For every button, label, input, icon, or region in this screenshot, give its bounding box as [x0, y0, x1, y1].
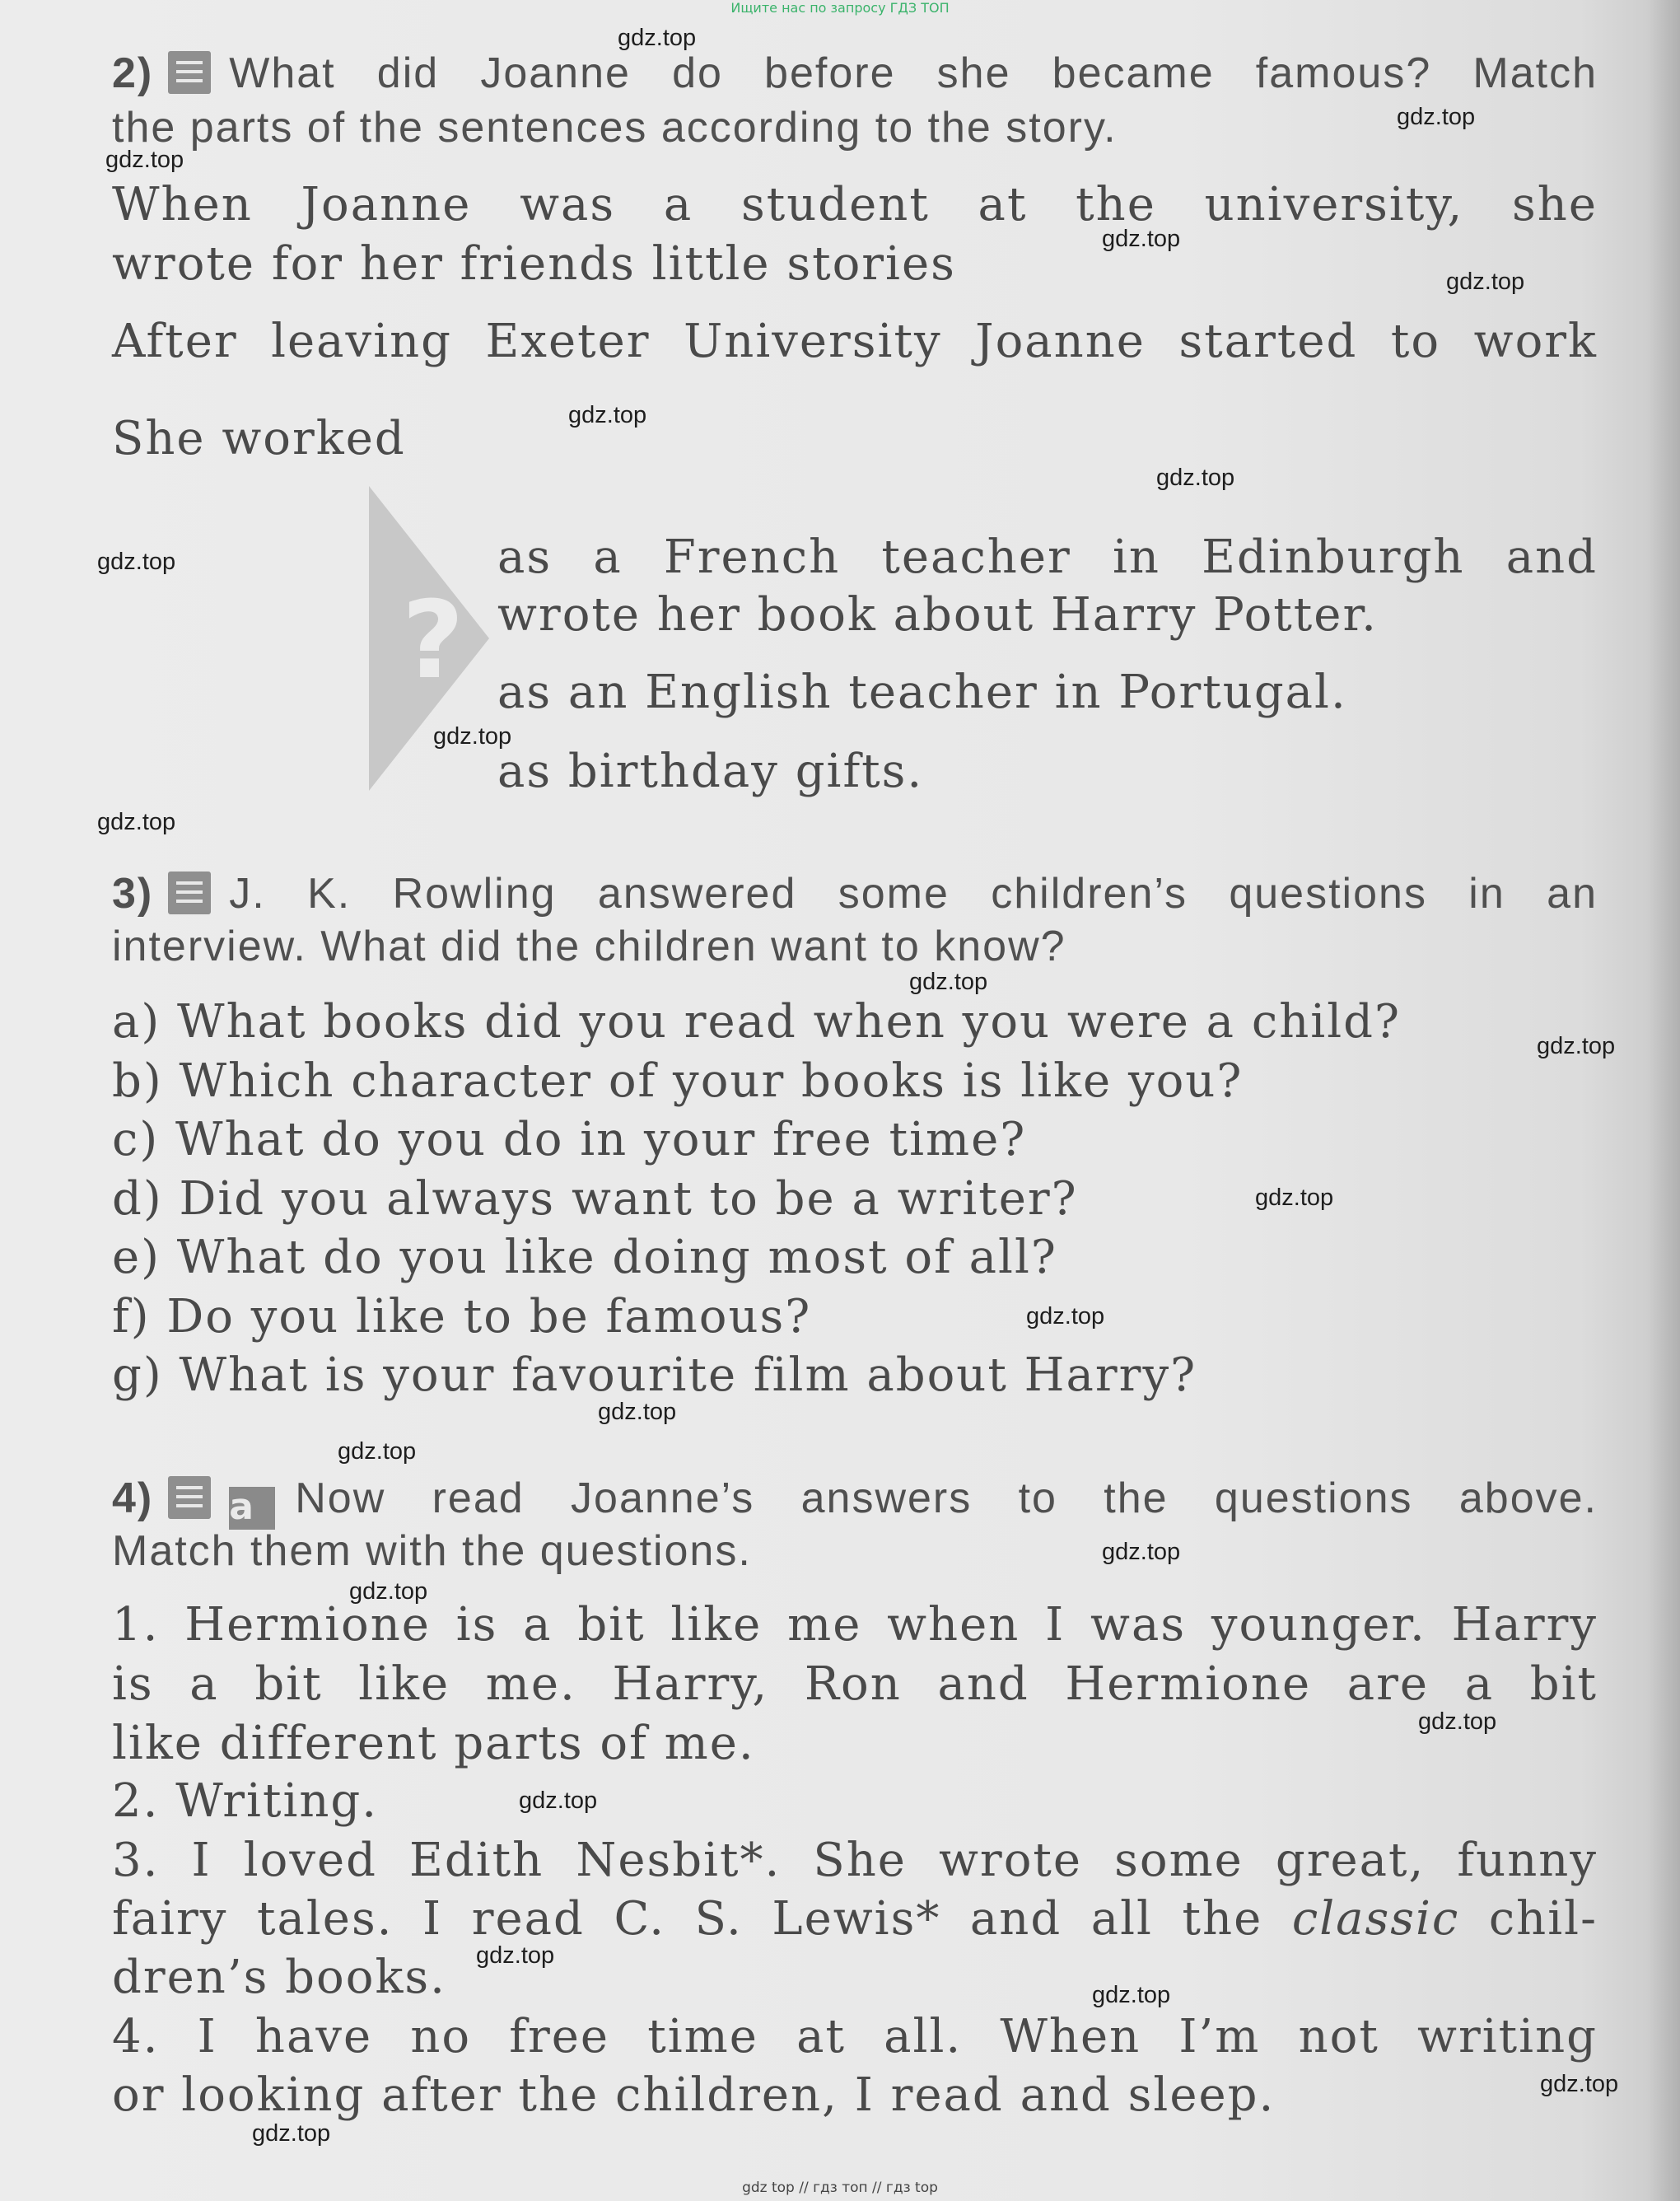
watermark: gdz.top [97, 809, 176, 835]
text-icon [168, 51, 211, 94]
watermark: gdz.top [433, 723, 512, 750]
watermark: gdz.top [1540, 2071, 1619, 2097]
answer3-line1: 3. I loved Edith Nesbit*. She wrote some great, funny [112, 1834, 1598, 1887]
answer-a-icon: a [229, 1487, 275, 1530]
answer4-line1: 4. I have no free time at all. When I’m not writing [112, 2010, 1598, 2063]
task3-instruction-line2: interview. What did the children want to know? [112, 923, 1066, 970]
question-b: b) Which character of your books is like you? [112, 1054, 1244, 1108]
watermark: gdz.top [105, 147, 184, 173]
watermark: gdz.top [1102, 1539, 1181, 1565]
task3-instruction-line1: 3) J. K. Rowling answered some children’s questions in an [112, 870, 1598, 918]
watermark: gdz.top [1156, 465, 1235, 491]
task2-sentence2: After leaving Exeter University Joanne started to work [112, 315, 1598, 368]
watermark: gdz.top [338, 1438, 417, 1465]
task4-instruction-line2: Match them with the questions. [112, 1527, 752, 1575]
task2-ending3: as birthday gifts. [497, 745, 924, 798]
watermark: gdz.top [519, 1787, 598, 1814]
answer1-line2: is a bit like me. Harry, Ron and Hermione are a bit [112, 1657, 1598, 1711]
text-icon [168, 1476, 211, 1519]
task2-ending2: as an English teacher in Portugal. [497, 666, 1347, 719]
task2-sentence1-line1: When Joanne was a student at the university, she [112, 178, 1598, 231]
question-d: d) Did you always want to be a writer? [112, 1172, 1078, 1226]
search-banner[interactable]: Ищите нас по запросу ГДЗ ТОП [730, 0, 950, 16]
watermark: gdz.top [252, 2120, 331, 2147]
task2-number: 2) [112, 49, 154, 97]
answer4-line2: or looking after the children, I read and sleep. [112, 2068, 1276, 2122]
watermark: gdz.top [1102, 226, 1181, 252]
watermark: gdz.top [1446, 269, 1525, 295]
watermark: gdz.top [1418, 1708, 1497, 1735]
task4-number: 4) [112, 1474, 154, 1522]
question-f: f) Do you like to be famous? [112, 1290, 812, 1343]
watermark: gdz.top [1537, 1033, 1616, 1059]
watermark: gdz.top [598, 1399, 677, 1425]
task4-instruction-line1: 4) a Now read Joanne’s answers to the questions above. [112, 1474, 1598, 1528]
task2-ending1-line2: wrote her book about Harry Potter. [497, 588, 1378, 642]
question-g: g) What is your favourite film about Harry? [112, 1348, 1197, 1402]
question-a: a) What books did you read when you were a child? [112, 995, 1401, 1049]
watermark: gdz.top [618, 25, 697, 51]
watermark: gdz.top [909, 969, 988, 995]
task2-instruction-line1: 2) What did Joanne do before she became famous? Match [112, 49, 1598, 97]
question-e: e) What do you like doing most of all? [112, 1231, 1057, 1284]
answer3-line3: dren’s books. [112, 1951, 446, 2004]
watermark: gdz.top [1092, 1982, 1171, 2008]
answer1-line3: like different parts of me. [112, 1717, 755, 1770]
watermark: gdz.top [1255, 1185, 1334, 1211]
answer2: 2. Writing. [112, 1774, 379, 1828]
text-icon [168, 872, 211, 914]
answer1-line1: 1. Hermione is a bit like me when I was younger. Harry [112, 1598, 1598, 1652]
task2-sentence3: She worked [112, 412, 406, 465]
footer-links[interactable]: gdz top // гдз топ // гдз top [742, 2180, 938, 2196]
watermark: gdz.top [476, 1942, 555, 1969]
task3-number: 3) [112, 870, 154, 918]
task2-ending1-line1: as a French teacher in Edinburgh and [497, 530, 1598, 584]
question-c: c) What do you do in your free time? [112, 1113, 1027, 1166]
page-edge-shadow [1647, 0, 1680, 2201]
watermark: gdz.top [97, 549, 176, 575]
svg-text:?: ? [402, 577, 464, 703]
watermark: gdz.top [1026, 1303, 1105, 1329]
watermark: gdz.top [568, 402, 647, 428]
classic-emphasis: classic [1291, 1892, 1460, 1946]
watermark: gdz.top [349, 1578, 428, 1605]
answer3-line2: fairy tales. I read C. S. Lewis* and all the classic chil- [112, 1892, 1598, 1946]
task2-sentence1-line2: wrote for her friends little stories [112, 237, 956, 291]
watermark: gdz.top [1397, 104, 1476, 130]
task2-instruction-line2: the parts of the sentences according to the story. [112, 104, 1118, 152]
